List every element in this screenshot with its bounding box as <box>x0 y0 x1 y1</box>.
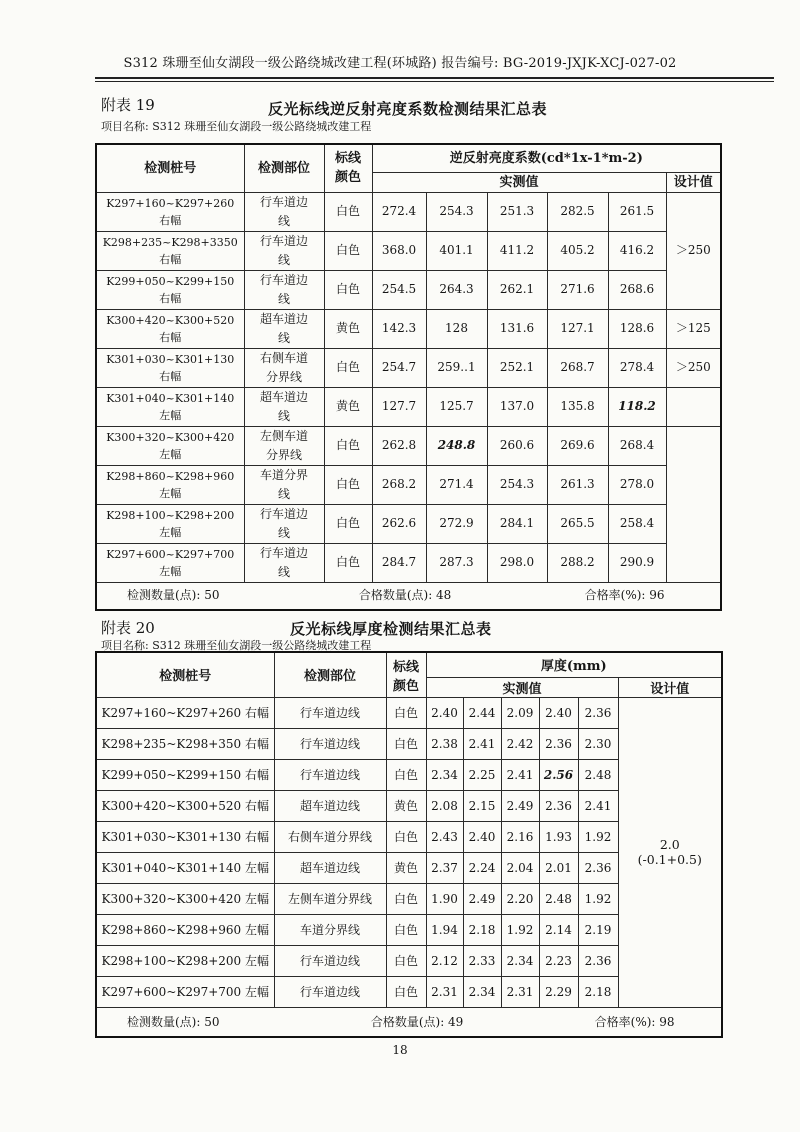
t19-design-cell: ＞250 <box>666 348 721 387</box>
t19-station-cell <box>96 270 244 309</box>
t20-footer-rate: 合格率(%): 98 <box>594 1015 675 1030</box>
t19-color-cell: 白色 <box>324 192 372 231</box>
t19-value-cell: 118.2 <box>608 387 666 426</box>
t20-value-cell: 2.08 <box>426 790 463 821</box>
t19-station-cell <box>96 465 244 504</box>
t19-position-line2: 分界线 <box>265 447 302 462</box>
t20-color-cell: 黄色 <box>386 852 426 883</box>
t20-station-cell: K300+320~K300+420 左幅 <box>96 883 274 914</box>
t19-value-cell: 284.7 <box>372 543 426 582</box>
t20-station-cell: K301+030~K301+130 右幅 <box>96 821 274 852</box>
t19-station-side: 右幅 <box>159 330 182 344</box>
t20-footer <box>96 1007 722 1037</box>
t19-position-line2: 线 <box>277 291 290 306</box>
t20-position-cell: 车道分界线 <box>274 914 386 945</box>
t20-value-cell: 2.25 <box>463 759 501 790</box>
t19-position-line1: 行车道边 <box>259 272 308 287</box>
t19-value-cell: 251.3 <box>487 192 547 231</box>
t19-position-cell <box>244 426 324 465</box>
t20-color-cell: 白色 <box>386 821 426 852</box>
t19-position-line1: 左侧车道 <box>259 428 308 443</box>
t19-value-cell: 288.2 <box>547 543 608 582</box>
t20-header-measured: 实测值 <box>426 677 618 697</box>
t20-value-cell: 2.15 <box>463 790 501 821</box>
t20-value-cell: 2.48 <box>578 759 618 790</box>
t20-value-cell: 2.34 <box>463 976 501 1007</box>
t20-header-group: 厚度(mm) <box>426 652 722 677</box>
t19-value-cell: 258.4 <box>608 504 666 543</box>
t19-position-cell <box>244 231 324 270</box>
t20-value-cell: 2.38 <box>426 728 463 759</box>
t19-header-design: 设计值 <box>666 172 721 192</box>
t19-value-cell: 268.7 <box>547 348 608 387</box>
table20-appendix-label: 附表 20 <box>101 619 155 637</box>
t20-value-cell: 2.34 <box>426 759 463 790</box>
t19-station-cell <box>96 387 244 426</box>
t20-color-cell: 白色 <box>386 945 426 976</box>
t20-value-cell: 2.41 <box>463 728 501 759</box>
t20-color-cell: 白色 <box>386 728 426 759</box>
t20-value-cell: 2.19 <box>578 914 618 945</box>
t19-value-cell: 278.0 <box>608 465 666 504</box>
t20-value-cell: 2.18 <box>463 914 501 945</box>
t20-value-cell: 2.36 <box>578 852 618 883</box>
t19-color-cell: 白色 <box>324 231 372 270</box>
t19-color-cell: 白色 <box>324 504 372 543</box>
t19-position-line2: 线 <box>277 408 290 423</box>
t19-station-cell <box>96 543 244 582</box>
t19-design-cell: ＞250 <box>666 192 721 309</box>
t20-value-cell: 2.18 <box>578 976 618 1007</box>
table19-title: 反光标线逆反射亮度系数检测结果汇总表 <box>268 100 548 118</box>
t20-value-cell: 2.20 <box>501 883 539 914</box>
thickness-table <box>95 651 723 1038</box>
t20-color-cell: 白色 <box>386 759 426 790</box>
t19-station-range: K298+860~K298+960 <box>106 469 235 483</box>
t20-station-cell: K297+600~K297+700 左幅 <box>96 976 274 1007</box>
t19-value-cell: 131.6 <box>487 309 547 348</box>
t19-position-line2: 线 <box>277 330 290 345</box>
t20-value-cell: 2.31 <box>426 976 463 1007</box>
t20-value-cell: 2.09 <box>501 697 539 728</box>
t20-value-cell: 2.14 <box>539 914 578 945</box>
t19-value-cell: 368.0 <box>372 231 426 270</box>
t19-value-cell: 271.4 <box>426 465 487 504</box>
t19-value-cell: 248.8 <box>426 426 487 465</box>
t20-position-cell: 超车道边线 <box>274 790 386 821</box>
t19-color-cell: 黄色 <box>324 309 372 348</box>
t19-value-cell: 262.8 <box>372 426 426 465</box>
t19-station-cell <box>96 426 244 465</box>
t19-footer-qualified: 合格数量(点): 48 <box>358 588 452 603</box>
t19-value-cell: 254.5 <box>372 270 426 309</box>
t19-position-line2: 线 <box>277 252 290 267</box>
t19-color-cell: 白色 <box>324 348 372 387</box>
t20-value-cell: 2.31 <box>501 976 539 1007</box>
t19-position-line1: 右侧车道 <box>259 350 308 365</box>
t19-position-cell <box>244 348 324 387</box>
t19-station-range: K300+420~K300+520 <box>106 313 235 327</box>
t19-color-cell: 白色 <box>324 270 372 309</box>
t19-value-cell: 254.3 <box>426 192 487 231</box>
t19-value-cell: 298.0 <box>487 543 547 582</box>
t19-value-cell: 271.6 <box>547 270 608 309</box>
t19-value-cell: 290.9 <box>608 543 666 582</box>
t19-value-cell: 137.0 <box>487 387 547 426</box>
t19-row <box>96 270 721 309</box>
t20-value-cell: 2.44 <box>463 697 501 728</box>
t19-header-station: 检测桩号 <box>96 144 244 192</box>
t20-header-position: 检测部位 <box>274 652 386 697</box>
t20-value-cell: 2.16 <box>501 821 539 852</box>
t20-value-cell: 2.49 <box>463 883 501 914</box>
t19-design-cell <box>666 426 721 582</box>
t20-header-color <box>386 652 426 697</box>
t19-row <box>96 543 721 582</box>
t20-station-cell: K300+420~K300+520 右幅 <box>96 790 274 821</box>
t20-value-cell: 2.56 <box>539 759 578 790</box>
t19-position-line2: 线 <box>277 486 290 501</box>
t19-position-line1: 超车道边 <box>259 389 308 404</box>
t20-value-cell: 2.36 <box>539 790 578 821</box>
t20-value-cell: 1.94 <box>426 914 463 945</box>
t19-value-cell: 284.1 <box>487 504 547 543</box>
t19-station-side: 右幅 <box>159 213 182 227</box>
t19-station-side: 左幅 <box>159 486 182 500</box>
t20-position-cell: 行车道边线 <box>274 728 386 759</box>
t19-position-line2: 线 <box>277 525 290 540</box>
t19-row <box>96 426 721 465</box>
t20-station-cell: K301+040~K301+140 左幅 <box>96 852 274 883</box>
t19-station-range: K297+600~K297+700 <box>106 547 235 561</box>
t20-design-value: 2.0 <box>659 837 680 852</box>
t19-row <box>96 192 721 231</box>
t19-value-cell: 127.7 <box>372 387 426 426</box>
t19-position-cell <box>244 309 324 348</box>
page-number: 18 <box>392 1043 408 1057</box>
t20-color-cell: 白色 <box>386 976 426 1007</box>
t19-value-cell: 282.5 <box>547 192 608 231</box>
t19-value-cell: 254.7 <box>372 348 426 387</box>
report-header: S312 珠珊至仙女湖段一级公路绕城改建工程(环城路) 报告编号: BG-2019-JXJK-XCJ-027-02 <box>123 56 677 71</box>
t19-station-side: 左幅 <box>159 408 182 422</box>
t20-position-cell: 行车道边线 <box>274 976 386 1007</box>
t19-value-cell: 272.4 <box>372 192 426 231</box>
t19-header-measured: 实测值 <box>372 172 666 192</box>
t19-value-cell: 416.2 <box>608 231 666 270</box>
t20-station-cell: K297+160~K297+260 右幅 <box>96 697 274 728</box>
t20-header-station: 检测桩号 <box>96 652 274 697</box>
table20-title: 反光标线厚度检测结果汇总表 <box>290 620 492 638</box>
t20-value-cell: 2.41 <box>578 790 618 821</box>
t19-position-cell <box>244 465 324 504</box>
t20-value-cell: 2.40 <box>539 697 578 728</box>
t20-design-tolerance: (-0.1+0.5) <box>637 852 702 867</box>
t19-station-side: 右幅 <box>159 369 182 383</box>
t19-station-range: K301+040~K301+140 <box>106 391 235 405</box>
t20-value-cell: 1.93 <box>539 821 578 852</box>
t19-station-side: 右幅 <box>159 291 182 305</box>
t20-value-cell: 2.43 <box>426 821 463 852</box>
t19-position-cell <box>244 543 324 582</box>
t19-value-cell: 268.4 <box>608 426 666 465</box>
t19-value-cell: 259..1 <box>426 348 487 387</box>
t19-color-cell: 白色 <box>324 465 372 504</box>
t19-station-range: K299+050~K299+150 <box>106 274 235 288</box>
t20-value-cell: 2.23 <box>539 945 578 976</box>
t19-footer-count: 检测数量(点): 50 <box>127 588 220 603</box>
t20-color-cell: 黄色 <box>386 790 426 821</box>
t19-position-cell <box>244 192 324 231</box>
t19-header-position: 检测部位 <box>244 144 324 192</box>
t19-row <box>96 348 721 387</box>
t19-station-range: K301+030~K301+130 <box>106 352 235 366</box>
table19-appendix-label: 附表 19 <box>101 96 155 114</box>
t19-position-line1: 超车道边 <box>259 311 308 326</box>
t19-station-side: 右幅 <box>159 252 182 266</box>
t20-value-cell: 2.04 <box>501 852 539 883</box>
t19-value-cell: 128 <box>426 309 487 348</box>
t20-value-cell: 2.40 <box>426 697 463 728</box>
t19-color-cell: 白色 <box>324 426 372 465</box>
t20-value-cell: 1.90 <box>426 883 463 914</box>
header-rule-thin <box>95 81 774 82</box>
t19-position-line2: 分界线 <box>265 369 302 384</box>
t20-header-design: 设计值 <box>618 677 722 697</box>
t20-value-cell: 2.41 <box>501 759 539 790</box>
t19-value-cell: 264.3 <box>426 270 487 309</box>
t19-value-cell: 401.1 <box>426 231 487 270</box>
t20-footer-count: 检测数量(点): 50 <box>127 1015 220 1030</box>
t20-position-cell: 超车道边线 <box>274 852 386 883</box>
t19-color-cell: 白色 <box>324 543 372 582</box>
t20-value-cell: 2.01 <box>539 852 578 883</box>
t20-color-cell: 白色 <box>386 883 426 914</box>
t20-position-cell: 行车道边线 <box>274 697 386 728</box>
t19-row <box>96 387 721 426</box>
t20-value-cell: 1.92 <box>501 914 539 945</box>
t19-value-cell: 135.8 <box>547 387 608 426</box>
t19-header-group: 逆反射亮度系数(cd*1x-1*m-2) <box>372 144 721 172</box>
t19-row <box>96 465 721 504</box>
t19-position-line1: 行车道边 <box>259 194 308 209</box>
t19-station-side: 左幅 <box>159 564 182 578</box>
t20-value-cell: 2.36 <box>578 697 618 728</box>
t19-value-cell: 268.6 <box>608 270 666 309</box>
t19-station-range: K298+235~K298+3350 <box>102 235 238 249</box>
t20-position-cell: 左侧车道分界线 <box>274 883 386 914</box>
t19-value-cell: 268.2 <box>372 465 426 504</box>
t19-station-cell <box>96 231 244 270</box>
t20-color-cell: 白色 <box>386 697 426 728</box>
t19-value-cell: 272.9 <box>426 504 487 543</box>
t19-position-line1: 行车道边 <box>259 545 308 560</box>
t19-row <box>96 231 721 270</box>
t20-value-cell: 2.40 <box>463 821 501 852</box>
t19-value-cell: 278.4 <box>608 348 666 387</box>
t20-position-cell: 右侧车道分界线 <box>274 821 386 852</box>
t19-position-cell <box>244 387 324 426</box>
t20-position-cell: 行车道边线 <box>274 945 386 976</box>
t20-value-cell: 2.33 <box>463 945 501 976</box>
t20-station-cell: K299+050~K299+150 右幅 <box>96 759 274 790</box>
t19-header-color-line2: 颜色 <box>334 170 361 186</box>
t19-value-cell: 142.3 <box>372 309 426 348</box>
t20-value-cell: 2.30 <box>578 728 618 759</box>
t20-row <box>96 697 722 728</box>
t19-value-cell: 254.3 <box>487 465 547 504</box>
t20-value-cell: 2.12 <box>426 945 463 976</box>
t19-value-cell: 127.1 <box>547 309 608 348</box>
t20-station-cell: K298+860~K298+960 左幅 <box>96 914 274 945</box>
t19-value-cell: 262.1 <box>487 270 547 309</box>
t19-color-cell: 黄色 <box>324 387 372 426</box>
t19-value-cell: 411.2 <box>487 231 547 270</box>
t20-value-cell: 2.42 <box>501 728 539 759</box>
t19-value-cell: 261.3 <box>547 465 608 504</box>
t19-station-cell <box>96 348 244 387</box>
t19-position-cell <box>244 270 324 309</box>
t20-header-color-line1: 标线 <box>392 659 419 675</box>
t19-position-cell <box>244 504 324 543</box>
t19-footer <box>96 582 721 610</box>
table19-project-name: 项目名称: S312 珠珊至仙女湖段一级公路绕城改建工程 <box>101 120 372 133</box>
t20-value-cell: 2.37 <box>426 852 463 883</box>
t19-station-cell <box>96 192 244 231</box>
t19-value-cell: 262.6 <box>372 504 426 543</box>
t19-position-line1: 行车道边 <box>259 233 308 248</box>
retroreflection-table <box>95 143 722 611</box>
t20-value-cell: 2.36 <box>578 945 618 976</box>
t19-station-range: K298+100~K298+200 <box>106 508 235 522</box>
t19-row <box>96 504 721 543</box>
t19-value-cell: 125.7 <box>426 387 487 426</box>
t19-value-cell: 405.2 <box>547 231 608 270</box>
t19-header-color <box>324 144 372 192</box>
t19-position-line2: 线 <box>277 213 290 228</box>
t20-value-cell: 2.34 <box>501 945 539 976</box>
t19-position-line1: 行车道边 <box>259 506 308 521</box>
t20-value-cell: 2.24 <box>463 852 501 883</box>
t20-value-cell: 2.36 <box>539 728 578 759</box>
t19-header-color-line1: 标线 <box>334 151 361 167</box>
t19-station-range: K300+320~K300+420 <box>106 430 235 444</box>
t19-footer-rate: 合格率(%): 96 <box>584 588 665 603</box>
t19-position-line1: 车道分界 <box>259 467 308 482</box>
t19-station-range: K297+160~K297+260 <box>106 196 235 210</box>
t19-value-cell: 287.3 <box>426 543 487 582</box>
t19-position-line2: 线 <box>277 564 290 579</box>
t19-station-side: 左幅 <box>159 525 182 539</box>
t20-value-cell: 2.48 <box>539 883 578 914</box>
t19-row <box>96 309 721 348</box>
table20-project-name: 项目名称: S312 珠珊至仙女湖段一级公路绕城改建工程 <box>101 639 372 652</box>
t19-value-cell: 260.6 <box>487 426 547 465</box>
t19-value-cell: 261.5 <box>608 192 666 231</box>
t19-station-cell <box>96 504 244 543</box>
header-rule-thick <box>95 77 774 79</box>
t20-value-cell: 2.29 <box>539 976 578 1007</box>
t20-footer-qualified: 合格数量(点): 49 <box>370 1015 464 1030</box>
t19-value-cell: 265.5 <box>547 504 608 543</box>
t20-station-cell: K298+100~K298+200 左幅 <box>96 945 274 976</box>
t20-header-color-line2: 颜色 <box>392 678 419 694</box>
t19-design-cell <box>666 387 721 426</box>
t19-station-side: 左幅 <box>159 447 182 461</box>
t20-value-cell: 2.49 <box>501 790 539 821</box>
t19-value-cell: 128.6 <box>608 309 666 348</box>
t20-color-cell: 白色 <box>386 914 426 945</box>
t19-value-cell: 252.1 <box>487 348 547 387</box>
t20-value-cell: 1.92 <box>578 883 618 914</box>
t19-value-cell: 269.6 <box>547 426 608 465</box>
t19-station-cell <box>96 309 244 348</box>
t20-position-cell: 行车道边线 <box>274 759 386 790</box>
t19-design-cell: ＞125 <box>666 309 721 348</box>
t20-value-cell: 1.92 <box>578 821 618 852</box>
t20-design-cell <box>618 697 722 1007</box>
t20-station-cell: K298+235~K298+350 右幅 <box>96 728 274 759</box>
